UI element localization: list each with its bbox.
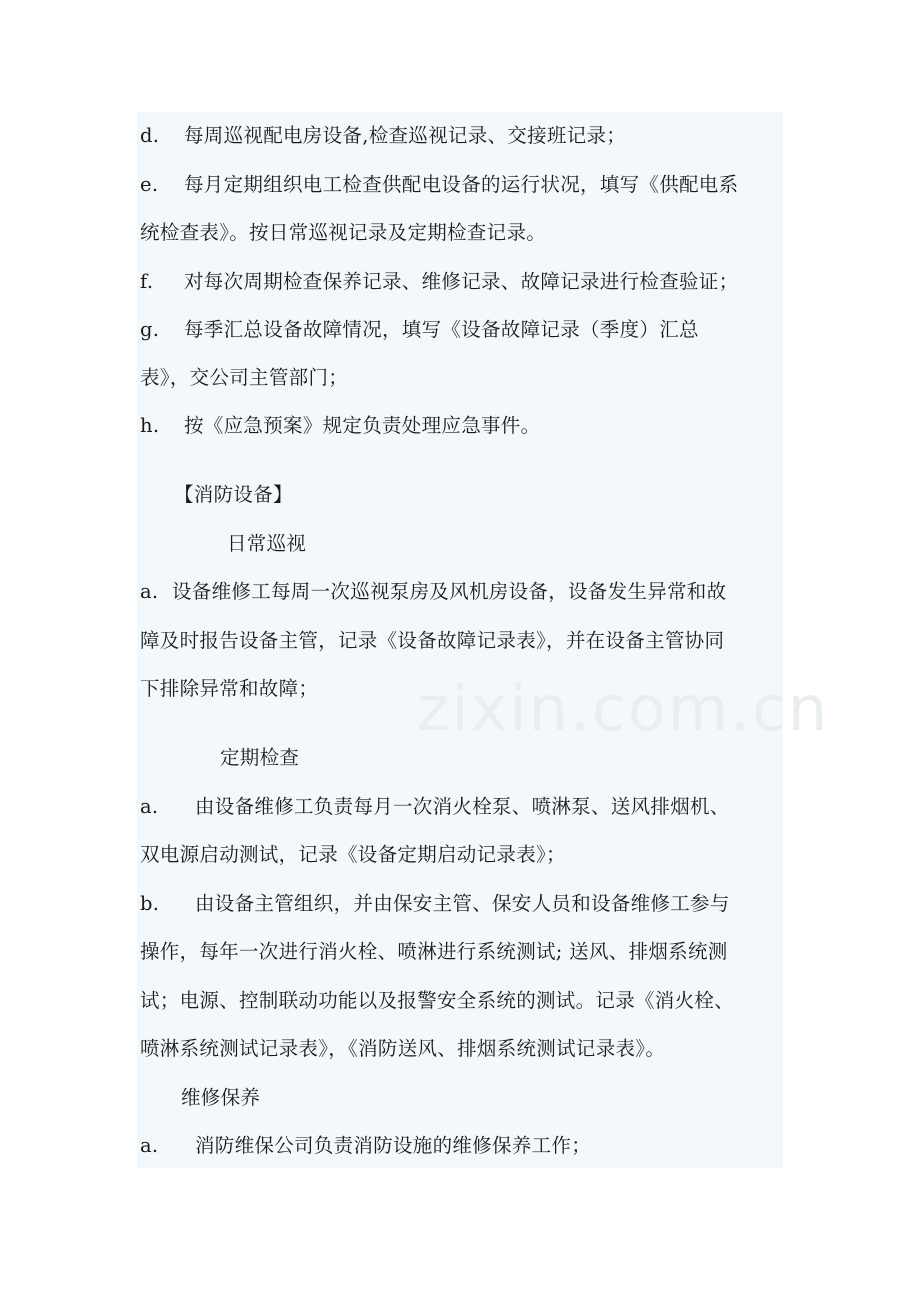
item-text: 表》，交公司主管部门； <box>140 366 349 389</box>
periodic-item-b-continued-1 <box>140 940 728 964</box>
item-text: 由设备主管组织，并由保安主管、保安人员和设备维修工参与 <box>195 892 730 915</box>
item-text: 操作，每年一次进行消火栓、喷淋进行系统测试; 送风、排烟系统测 <box>140 940 728 963</box>
item-text: 下排除异常和故障； <box>140 677 319 700</box>
item-label: f. <box>140 270 154 293</box>
periodic-item-b <box>140 892 730 916</box>
daily-item-a-continued-1 <box>140 629 724 653</box>
periodic-item-a <box>140 795 730 819</box>
subheading-maintenance <box>181 1086 260 1110</box>
item-text: 由设备维修工负责每月一次消火栓泵、喷淋泵、送风排烟机、 <box>195 795 730 818</box>
item-h <box>140 414 540 438</box>
item-text: 每月定期组织电工检查供配电设备的运行状况，填写《供配电系 <box>184 173 739 196</box>
item-label: a. <box>140 1134 159 1157</box>
periodic-item-b-continued-2 <box>140 989 734 1013</box>
watermark: zixin.com.cn <box>417 672 830 745</box>
periodic-item-a-continued <box>140 843 566 867</box>
item-text: 消防维保公司负责消防设施的维修保养工作； <box>195 1134 592 1157</box>
item-text: 双电源启动测试，记录《设备定期启动记录表》； <box>140 843 566 866</box>
item-g-continued <box>140 366 348 390</box>
maintenance-item-a <box>140 1134 591 1158</box>
item-text: 设备维修工每周一次巡视泵房及风机房设备，设备发生异常和故 <box>172 580 727 603</box>
item-text: 按《应急预案》规定负责处理应急事件。 <box>184 414 541 437</box>
item-g <box>140 318 699 342</box>
item-e <box>140 173 738 197</box>
item-label: b. <box>140 892 160 915</box>
item-text: 喷淋系统测试记录表》，《消防送风、排烟系统测试记录表》。 <box>140 1037 666 1060</box>
item-text: 每周巡视配电房设备,检查巡视记录、交接班记录； <box>184 124 627 147</box>
item-d <box>140 124 626 148</box>
item-text: 对每次周期检查保养记录、维修记录、故障记录进行检查验证； <box>184 270 739 293</box>
item-label: g. <box>140 318 160 341</box>
document-body <box>137 112 830 1168</box>
subheading-text: 日常巡视 <box>227 532 307 555</box>
subheading-periodic-check <box>220 746 299 770</box>
item-label: h. <box>140 414 160 437</box>
item-label: a. <box>140 580 159 603</box>
item-label: e. <box>140 173 159 196</box>
item-text: 每季汇总设备故障情况，填写《设备故障记录（季度）汇总 <box>184 318 699 341</box>
section-heading-fire-equipment <box>174 483 293 507</box>
item-e-continued <box>140 221 546 245</box>
periodic-item-b-continued-3 <box>140 1037 665 1061</box>
item-label: a. <box>140 795 159 818</box>
item-f <box>140 270 738 294</box>
subheading-text: 维修保养 <box>181 1086 261 1109</box>
daily-item-a <box>140 580 726 604</box>
item-label: d. <box>140 124 160 147</box>
item-text: 障及时报告设备主管，记录《设备故障记录表》，并在设备主管协同 <box>140 629 725 652</box>
subheading-daily-inspection <box>227 532 306 556</box>
section-heading-text: 【消防设备】 <box>174 483 293 506</box>
daily-item-a-continued-2 <box>140 677 318 701</box>
item-text: 统检查表》。按日常巡视记录及定期检查记录。 <box>140 221 547 244</box>
item-text: 试；电源、控制联动功能以及报警安全系统的测试。记录《消火栓、 <box>140 989 735 1012</box>
subheading-text: 定期检查 <box>220 746 300 769</box>
